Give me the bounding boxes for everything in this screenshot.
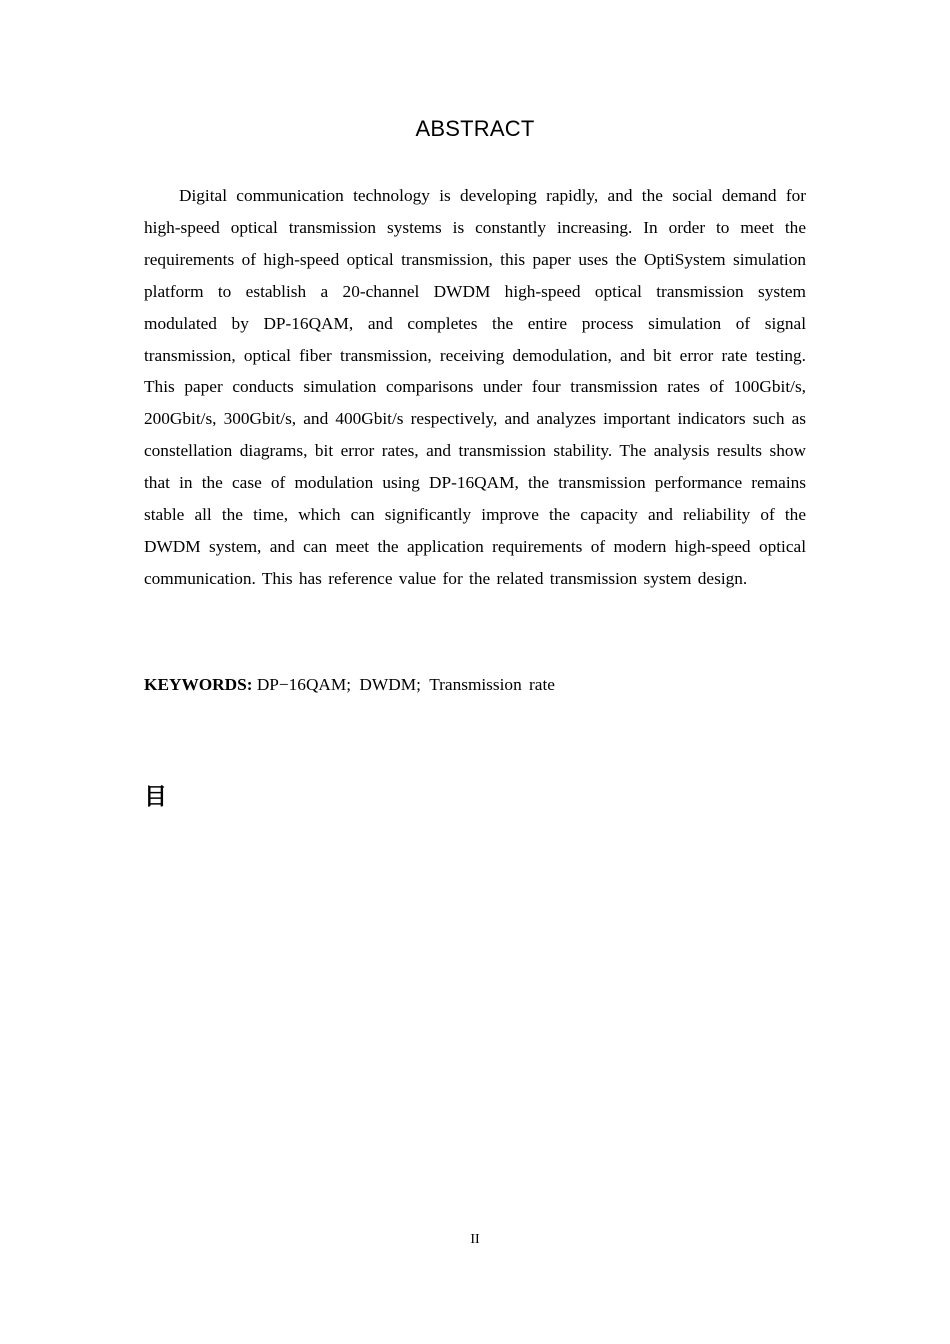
abstract-body: Digital communication technology is developing rapidly, and the social demand for high-speed optical transmission systems is constantly increasing. In order to meet the requirements of high-speed optical transmission, this paper uses the OptiSystem simulation platform to establish a 20-channel DWDM high-speed optical transmission system modulated by DP-16QAM, and completes the entire process simulation of signal transmission, optical fiber transmission, receiving demodulation, and bit error rate testing. This paper conducts simulation comparisons under four transmission rates of 100Gbit/s, 200Gbit/s, 300Gbit/s, and 400Gbit/s respectively, and analyzes important indicators such as constellation diagrams, bit error rates, and transmission stability. The analysis results show that in the case of modulation using DP-16QAM, the transmission performance remains stable all the time, which can significantly improve the capacity and reliability of the DWDM system, and can meet the application requirements of modern high-speed optical communication. This has reference value for the related transmission system design. [144,186,806,588]
keyword-item: DP−16QAM [256,675,347,694]
keyword-item: Transmission rate [429,675,555,694]
toc-heading: 目 [144,784,167,810]
keyword-separator: ; [416,675,421,694]
page-number: II [470,1232,480,1247]
keyword-item: DWDM [359,675,417,694]
keywords-line [144,669,806,700]
abstract-title: ABSTRACT [415,116,535,141]
keywords-label: KEYWORDS: [144,675,253,694]
keyword-separator: ; [346,675,352,694]
